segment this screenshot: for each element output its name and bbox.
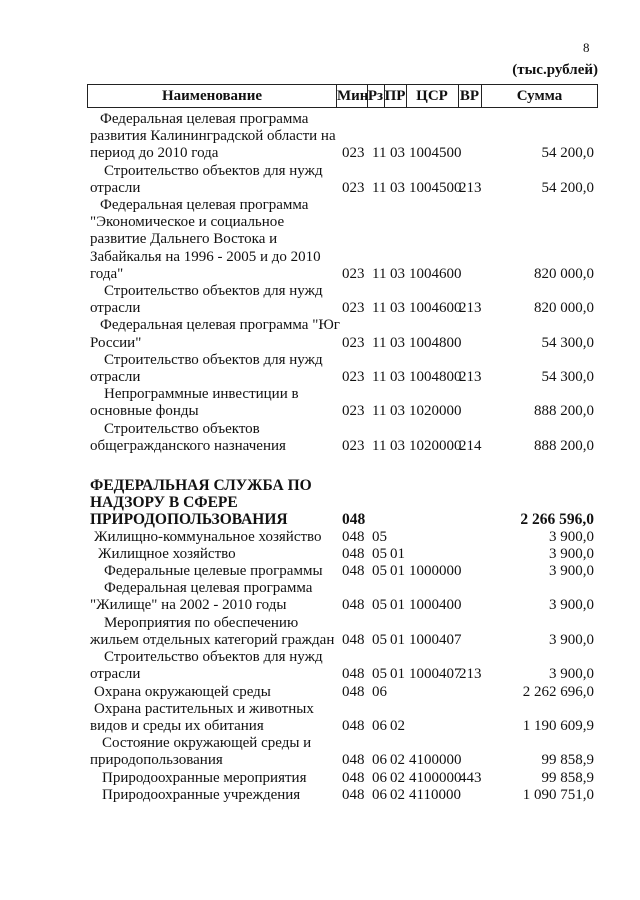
table-row: [0, 546, 640, 563]
table-row: [0, 283, 640, 317]
code-csr: 4100000: [409, 752, 462, 769]
code-min: 048: [342, 786, 365, 803]
code-csr: 1004800: [409, 369, 462, 386]
code-rz: 05: [372, 597, 387, 614]
row-name: Охрана растительных и животных видов и среды их обитания: [90, 700, 314, 734]
code-min: 023: [342, 145, 365, 162]
row-sum: 54 300,0: [541, 369, 594, 386]
header-name: Наименование: [162, 88, 262, 104]
code-rz: 05: [372, 631, 387, 648]
code-min: 048: [342, 597, 365, 614]
header-vr: ВР: [459, 88, 480, 104]
row-name: Жилищное хозяйство: [98, 545, 236, 562]
code-csr: 1004600: [409, 265, 462, 282]
code-vr: 213: [459, 300, 482, 317]
row-name: Природоохранные учреждения: [102, 786, 301, 803]
code-csr: 4100000: [409, 769, 462, 786]
code-rz: 05: [372, 666, 387, 683]
code-pr: 03: [390, 300, 405, 317]
code-vr: 213: [459, 179, 482, 196]
table-row: [0, 701, 640, 735]
table-row: [0, 317, 640, 351]
row-name: Федеральная целевая программа "Юг России": [90, 317, 340, 351]
code-pr: 02: [390, 717, 405, 734]
code-min: 048: [342, 563, 365, 580]
header-min: Мин: [337, 88, 369, 104]
code-rz: 05: [372, 545, 387, 562]
row-name: Строительство объектов для нужд отрасли: [90, 283, 323, 317]
code-csr: 1004500: [409, 179, 462, 196]
code-min: 048: [342, 528, 365, 545]
table-row: [0, 477, 640, 529]
code-vr: 443: [459, 769, 482, 786]
code-csr: 1004500: [409, 145, 462, 162]
table-row: [0, 163, 640, 197]
table-row: [0, 197, 640, 283]
row-name: Мероприятия по обеспечению жильем отдельных категорий граждан: [90, 614, 335, 648]
table-row: [0, 421, 640, 455]
row-sum: 3 900,0: [549, 563, 594, 580]
code-min: 023: [342, 265, 365, 282]
code-vr: 214: [459, 437, 482, 454]
code-min: 048: [342, 752, 365, 769]
code-min: 023: [342, 179, 365, 196]
row-sum: 54 200,0: [541, 179, 594, 196]
code-pr: 03: [390, 265, 405, 282]
code-pr: 01: [390, 597, 405, 614]
code-pr: 03: [390, 145, 405, 162]
code-csr: 1020000: [409, 403, 462, 420]
code-csr: 4110000: [409, 786, 461, 803]
row-name: Строительство объектов общегражданского назначения: [90, 420, 286, 454]
code-csr: 1004800: [409, 334, 462, 351]
row-sum: 3 900,0: [549, 528, 594, 545]
code-pr: 03: [390, 369, 405, 386]
code-pr: 02: [390, 752, 405, 769]
row-sum: 820 000,0: [534, 265, 594, 282]
row-sum: 2 262 696,0: [522, 683, 594, 700]
code-rz: 11: [372, 369, 387, 386]
row-name: Непрограммные инвестиции в основные фонды: [90, 386, 299, 420]
row-name: Федеральная целевая программа "Жилище" на 2002 - 2010 годы: [90, 580, 313, 614]
code-rz: 06: [372, 717, 387, 734]
budget-table-body: [0, 111, 640, 804]
table-row: [0, 787, 640, 804]
code-rz: 11: [372, 403, 387, 420]
row-sum: 99 858,9: [541, 769, 594, 786]
code-rz: 06: [372, 769, 387, 786]
code-pr: 01: [390, 631, 405, 648]
code-vr: 213: [459, 369, 482, 386]
code-rz: 11: [372, 265, 387, 282]
row-name: Федеральная целевая программа развития Калининградской области на период до 2010 года: [90, 111, 336, 162]
table-row: [0, 111, 640, 163]
table-header: [87, 84, 598, 108]
row-sum: 3 900,0: [549, 597, 594, 614]
code-pr: 03: [390, 437, 405, 454]
code-csr: 1000407: [409, 631, 462, 648]
code-pr: 02: [390, 769, 405, 786]
row-name: Строительство объектов для нужд отрасли: [90, 649, 323, 683]
code-csr: 1000407: [409, 666, 462, 683]
code-min: 023: [342, 437, 365, 454]
row-sum: 99 858,9: [541, 752, 594, 769]
code-pr: 01: [390, 563, 405, 580]
table-row: [0, 649, 640, 683]
code-min: 048: [342, 769, 365, 786]
table-row: [0, 386, 640, 420]
code-csr: 1020000: [409, 437, 462, 454]
code-min: 023: [342, 334, 365, 351]
code-vr: 213: [459, 666, 482, 683]
row-sum: 820 000,0: [534, 300, 594, 317]
code-rz: 06: [372, 786, 387, 803]
row-sum: 54 200,0: [541, 145, 594, 162]
row-sum: 54 300,0: [541, 334, 594, 351]
row-name: Жилищно-коммунальное хозяйство: [94, 528, 322, 545]
code-pr: 02: [390, 786, 405, 803]
code-pr: 01: [390, 545, 405, 562]
header-pr: ПР: [384, 88, 406, 104]
code-min: 023: [342, 403, 365, 420]
code-min: 048: [342, 511, 366, 529]
row-sum: 2 266 596,0: [520, 511, 594, 529]
table-row: [0, 563, 640, 580]
code-min: 048: [342, 545, 365, 562]
spacer: [0, 455, 640, 477]
code-csr: 1000400: [409, 597, 462, 614]
row-name: Охрана окружающей среды: [94, 683, 271, 700]
table-row: [0, 580, 640, 614]
header-csr: ЦСР: [416, 88, 448, 104]
code-rz: 11: [372, 300, 387, 317]
code-pr: 01: [390, 666, 405, 683]
code-pr: 03: [390, 334, 405, 351]
code-min: 023: [342, 300, 365, 317]
code-csr: 1000000: [409, 563, 462, 580]
row-sum: 888 200,0: [534, 437, 594, 454]
table-row: [0, 615, 640, 649]
code-rz: 06: [372, 752, 387, 769]
row-name: Природоохранные мероприятия: [102, 769, 307, 786]
code-min: 023: [342, 369, 365, 386]
header-sum: Сумма: [516, 88, 563, 104]
row-sum: 1 190 609,9: [522, 717, 594, 734]
table-row: [0, 352, 640, 386]
table-row: [0, 735, 640, 769]
code-min: 048: [342, 631, 365, 648]
table-row: [0, 770, 640, 787]
code-rz: 05: [372, 563, 387, 580]
code-csr: 1004600: [409, 300, 462, 317]
code-rz: 06: [372, 683, 387, 700]
row-name: Строительство объектов для нужд отрасли: [90, 351, 323, 386]
row-sum: 3 900,0: [549, 666, 594, 683]
row-sum: 3 900,0: [549, 545, 594, 562]
row-name: Федеральные целевые программы: [104, 563, 323, 580]
row-name: Состояние окружающей среды и природопользования: [90, 735, 312, 769]
code-pr: 03: [390, 179, 405, 196]
row-name: Федеральная целевая программа "Экономическое и социальное развитие Дальнего Востока и Забайкалья на 1996 - 2005 и до 2010 года": [90, 197, 321, 282]
code-rz: 11: [372, 334, 387, 351]
row-name: ФЕДЕРАЛЬНАЯ СЛУЖБА ПО НАДЗОРУ В СФЕРЕ ПРИРОДОПОЛЬЗОВАНИЯ: [90, 477, 312, 529]
code-min: 048: [342, 683, 365, 700]
table-row: [0, 684, 640, 701]
header-rz: Рз: [367, 88, 384, 104]
page-number: 8: [583, 40, 590, 55]
row-sum: 1 090 751,0: [522, 786, 594, 803]
row-sum: 888 200,0: [534, 403, 594, 420]
table-row: [0, 529, 640, 546]
code-rz: 11: [372, 145, 387, 162]
code-pr: 03: [390, 403, 405, 420]
code-min: 048: [342, 717, 365, 734]
unit-label: (тыс.рублей): [512, 62, 598, 78]
row-sum: 3 900,0: [549, 631, 594, 648]
code-rz: 11: [372, 179, 387, 196]
code-rz: 11: [372, 437, 387, 454]
row-name: Строительство объектов для нужд отрасли: [90, 162, 323, 196]
code-rz: 05: [372, 528, 387, 545]
code-min: 048: [342, 666, 365, 683]
